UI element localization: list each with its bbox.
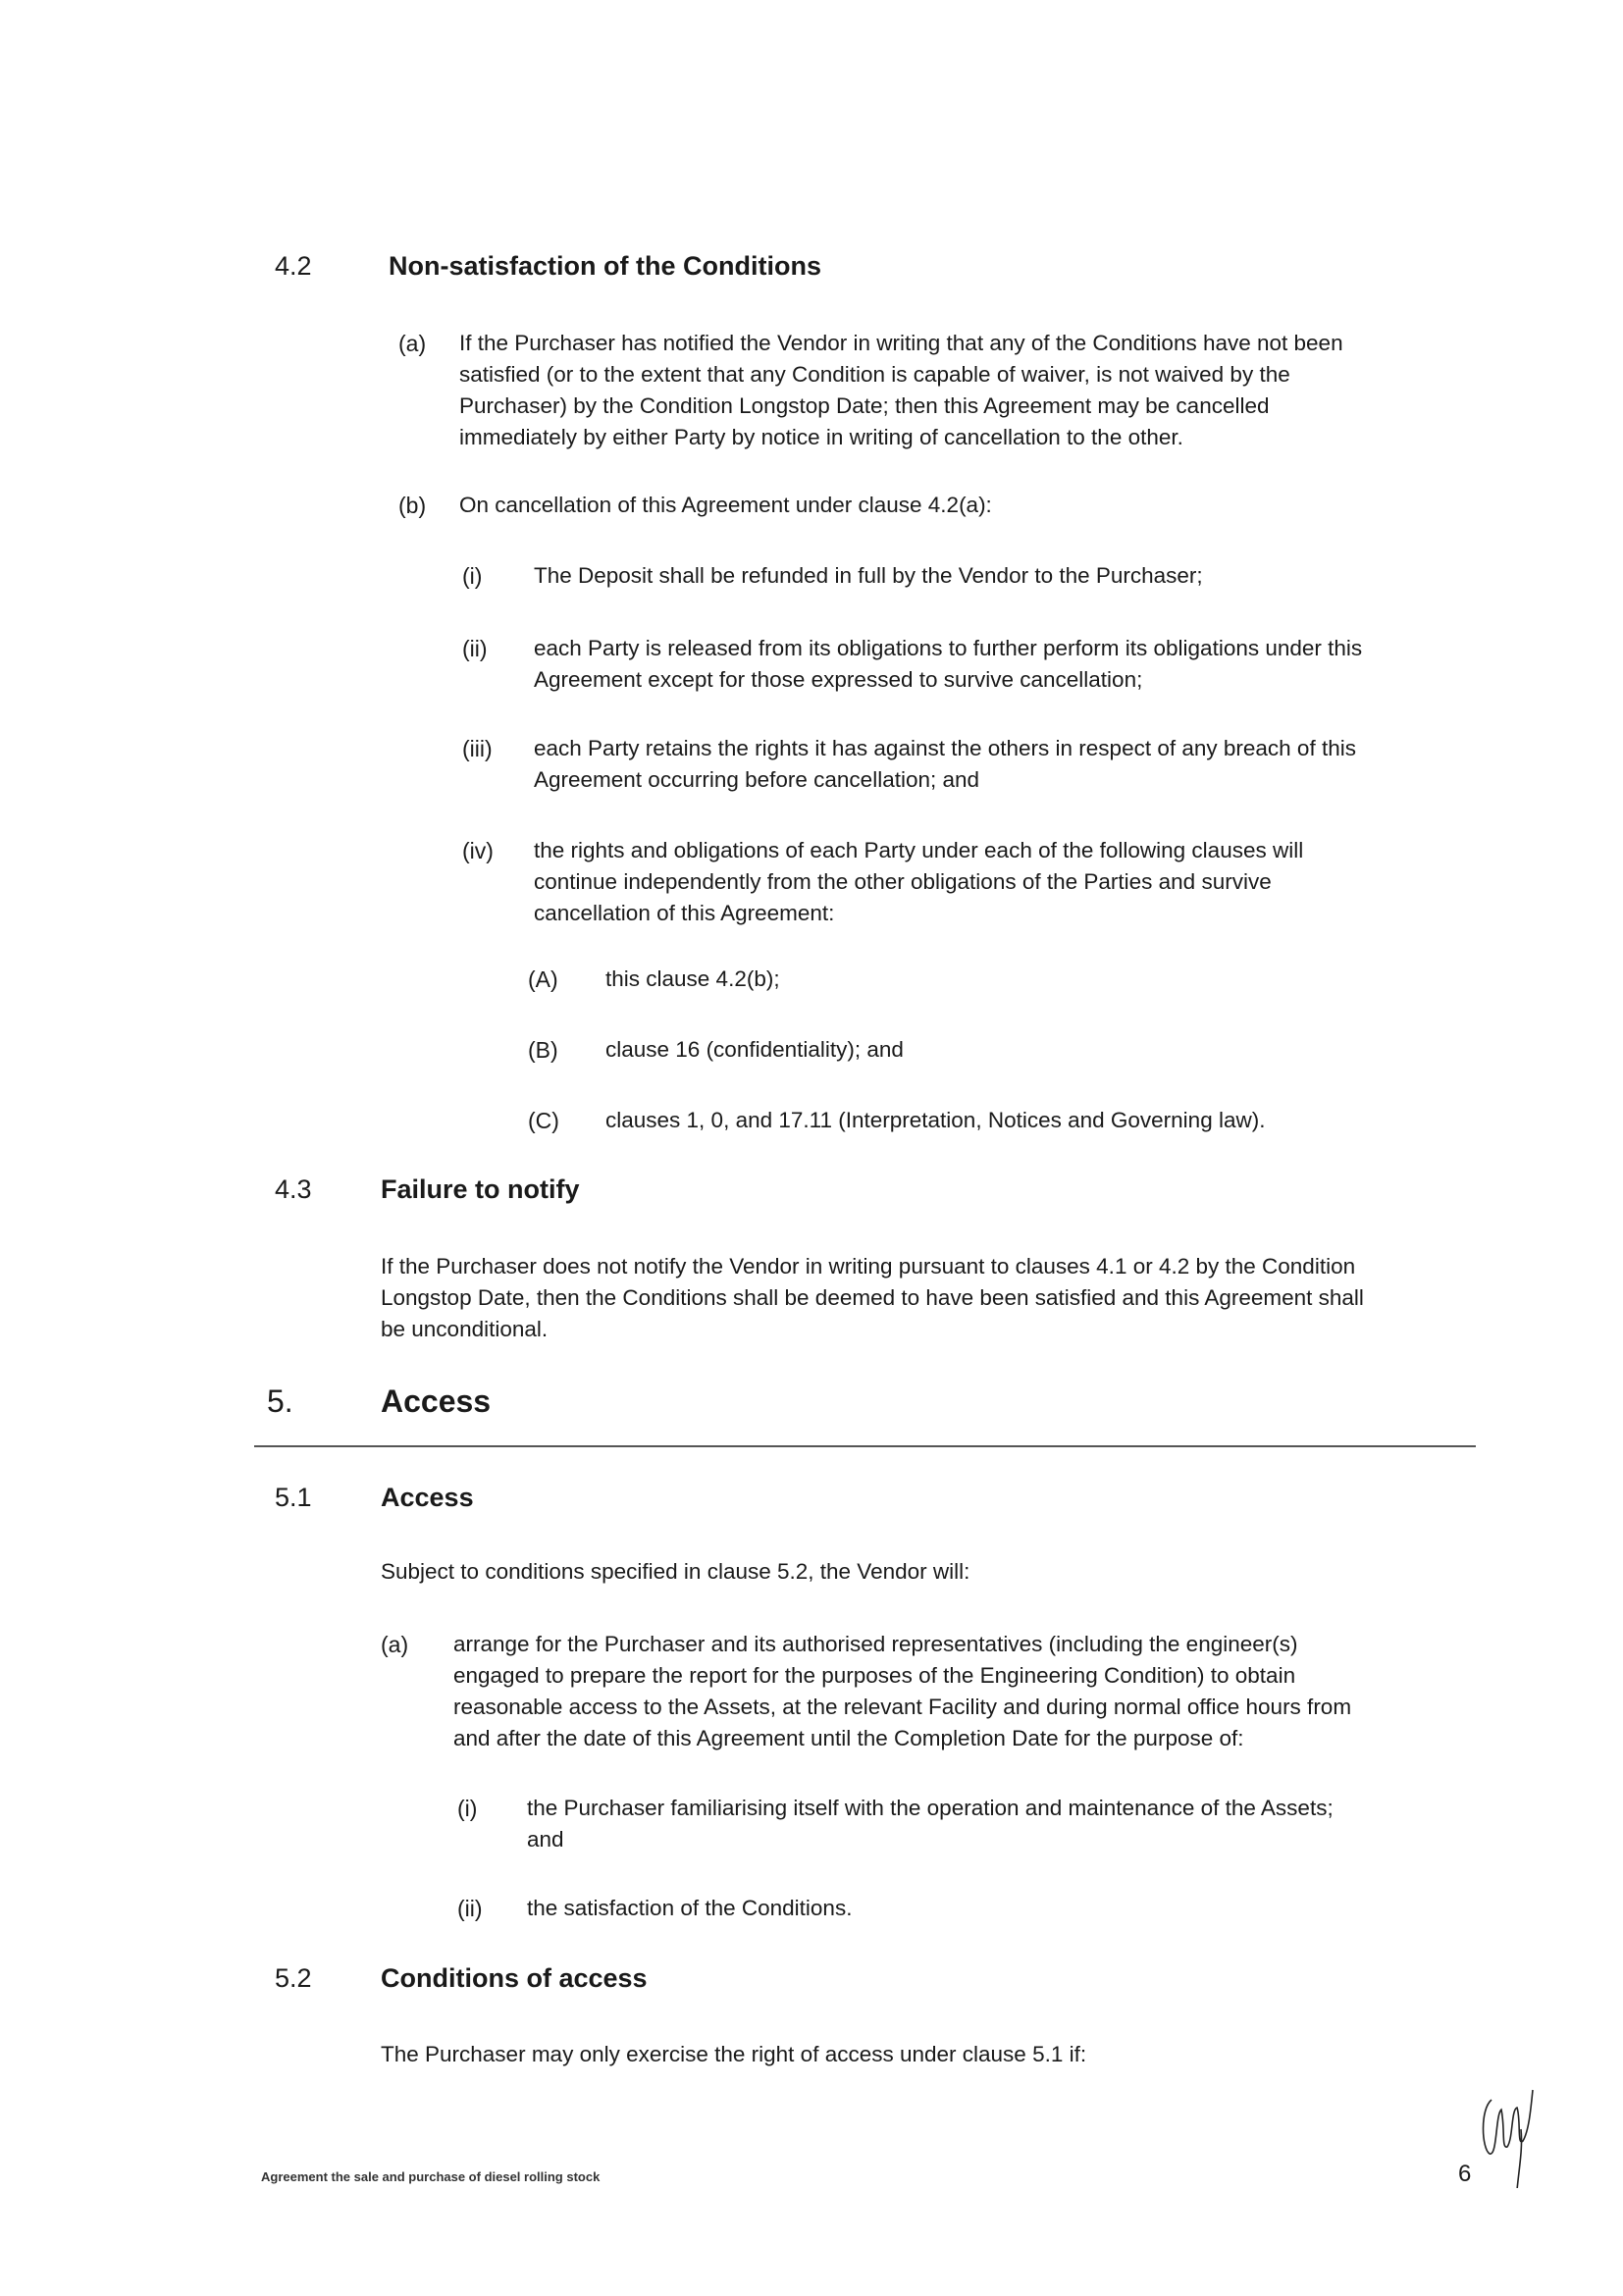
text-line: cancellation of this Agreement: bbox=[534, 901, 835, 925]
clause-label: (ii) bbox=[462, 636, 488, 661]
text-line: the satisfaction of the Conditions. bbox=[527, 1896, 853, 1920]
clause-label: (iv) bbox=[462, 838, 494, 863]
clause-text: clause 16 (confidentiality); and bbox=[605, 1037, 904, 1062]
heading-rule bbox=[254, 1445, 1476, 1447]
text-line: On cancellation of this Agreement under clause 4.2(a): bbox=[459, 493, 992, 517]
text-line: each Party is released from its obligations to further perform its obligations under this bbox=[534, 636, 1363, 660]
text-line: each Party retains the rights it has against the others in respect of any breach of this bbox=[534, 736, 1356, 760]
text-line: and bbox=[527, 1827, 564, 1852]
text-line: Agreement occurring before cancellation; and bbox=[534, 767, 980, 792]
section-number: 5.2 bbox=[275, 1963, 312, 1993]
section-number: 5.1 bbox=[275, 1483, 312, 1512]
handwritten-initials-signature bbox=[1472, 2070, 1550, 2188]
section-number: 4.3 bbox=[275, 1174, 312, 1204]
text-line: be unconditional. bbox=[381, 1317, 549, 1341]
text-line: The Deposit shall be refunded in full by the Vendor to the Purchaser; bbox=[534, 563, 1203, 588]
text-line: If the Purchaser does not notify the Vendor in writing pursuant to clauses 4.1 or 4.2 by the Condition bbox=[381, 1254, 1356, 1278]
text-line: reasonable access to the Assets, at the relevant Facility and during normal office hours from bbox=[453, 1695, 1352, 1719]
clause-label: (a) bbox=[398, 331, 427, 356]
text-line: arrange for the Purchaser and its authorised representatives (including the engineer(s) bbox=[453, 1632, 1298, 1656]
clause-label: (A) bbox=[528, 966, 558, 992]
clause-label: (a) bbox=[381, 1632, 409, 1657]
text-line: and after the date of this Agreement until the Completion Date for the purpose of: bbox=[453, 1726, 1244, 1750]
section-number: 4.2 bbox=[275, 251, 312, 281]
text-line: the rights and obligations of each Party under each of the following clauses will bbox=[534, 838, 1304, 862]
text-line: Purchaser) by the Condition Longstop Date; then this Agreement may be cancelled bbox=[459, 393, 1270, 418]
clause-text bbox=[459, 328, 1343, 453]
clause-text bbox=[534, 835, 1303, 929]
text-line: Agreement except for those expressed to survive cancellation; bbox=[534, 667, 1143, 692]
text-line: If the Purchaser has notified the Vendor in writing that any of the Conditions have not been bbox=[459, 331, 1343, 355]
clause-label: (ii) bbox=[457, 1896, 483, 1921]
text-line: the Purchaser familiarising itself with the operation and maintenance of the Assets; bbox=[527, 1796, 1334, 1820]
text-line: Longstop Date, then the Conditions shall be deemed to have been satisfied and this Agreement shall bbox=[381, 1285, 1364, 1310]
section-heading: Non-satisfaction of the Conditions bbox=[389, 251, 821, 281]
clause-label: (i) bbox=[457, 1796, 478, 1821]
section-heading: Conditions of access bbox=[381, 1963, 648, 1993]
section-heading: Access bbox=[381, 1383, 492, 1419]
section-heading: Access bbox=[381, 1483, 474, 1512]
clause-text: clauses 1, 0, and 17.11 (Interpretation, Notices and Governing law). bbox=[605, 1108, 1266, 1132]
clause-text bbox=[534, 560, 1203, 592]
text-line: immediately by either Party by notice in writing of cancellation to the other. bbox=[459, 425, 1183, 449]
clause-text bbox=[534, 633, 1362, 696]
paragraph: Subject to conditions specified in clause 5.2, the Vendor will: bbox=[381, 1559, 970, 1584]
section-heading: Failure to notify bbox=[381, 1174, 580, 1204]
paragraph: The Purchaser may only exercise the right of access under clause 5.1 if: bbox=[381, 2042, 1087, 2066]
clause-text bbox=[527, 1893, 852, 1924]
clause-text: this clause 4.2(b); bbox=[605, 966, 780, 991]
footer-title: Agreement the sale and purchase of diesel rolling stock bbox=[261, 2169, 601, 2184]
text-line: satisfied (or to the extent that any Condition is capable of waiver, is not waived by the bbox=[459, 362, 1290, 387]
clause-label: (B) bbox=[528, 1037, 558, 1063]
clause-text bbox=[453, 1629, 1351, 1754]
section-number: 5. bbox=[267, 1383, 293, 1419]
clause-text bbox=[459, 490, 992, 521]
text-line: continue independently from the other obligations of the Parties and survive bbox=[534, 869, 1272, 894]
paragraph bbox=[381, 1251, 1364, 1345]
clause-text bbox=[534, 733, 1356, 796]
clause-text bbox=[527, 1793, 1334, 1855]
page-number: 6 bbox=[1458, 2161, 1472, 2187]
clause-label: (C) bbox=[528, 1108, 559, 1133]
clause-label: (b) bbox=[398, 493, 427, 518]
text-line: engaged to prepare the report for the purposes of the Engineering Condition) to obtain bbox=[453, 1663, 1296, 1688]
clause-label: (i) bbox=[462, 563, 483, 589]
clause-label: (iii) bbox=[462, 736, 493, 761]
